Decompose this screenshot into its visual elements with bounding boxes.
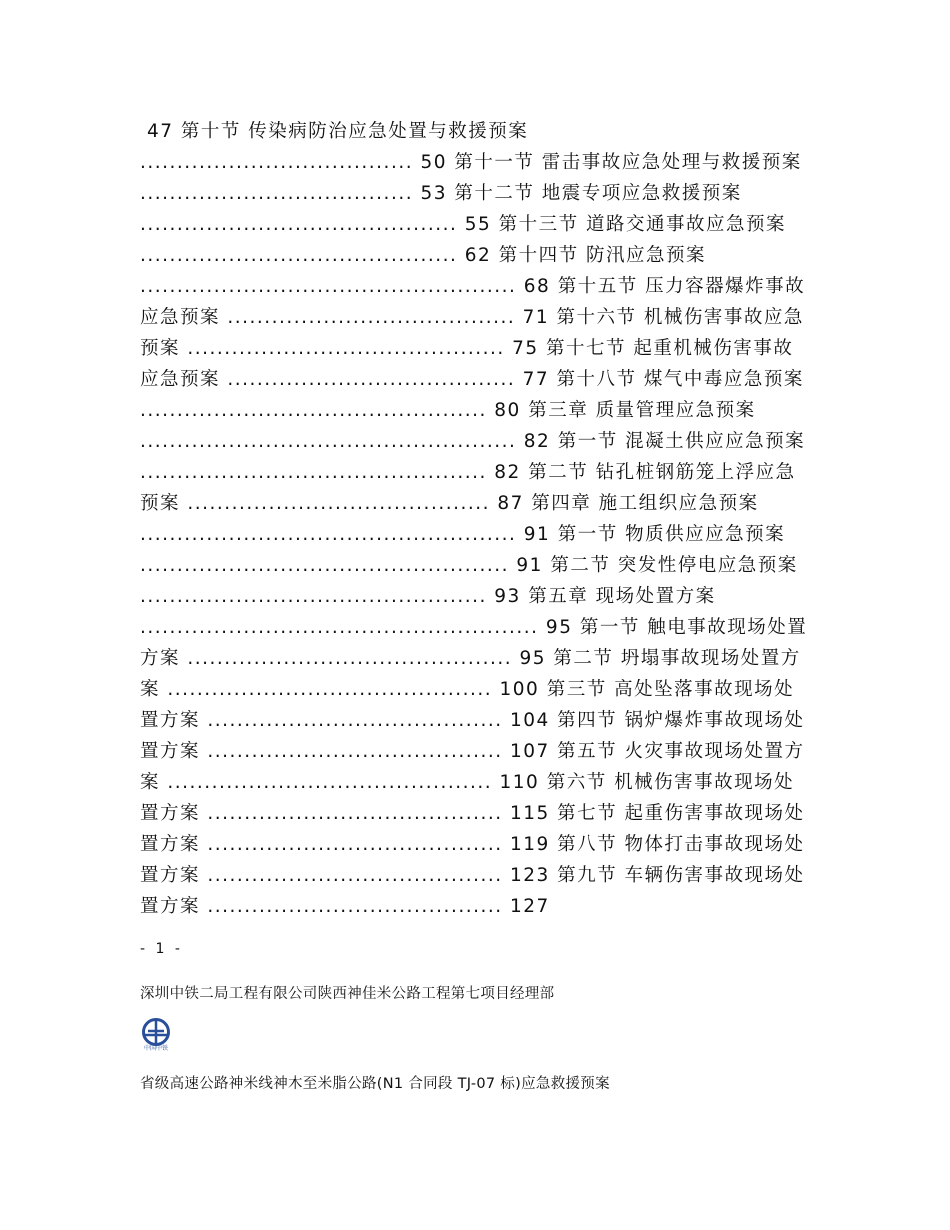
toc-line: ............................................... 80 第三章 质量管理应急预案 (140, 400, 756, 421)
toc-line: 置方案 ........................................ 115 第七节 起重伤害事故现场处 (140, 803, 805, 824)
toc-line: 置方案 ........................................ 107 第五节 火灾事故现场处置方 (140, 741, 805, 762)
company-name: 深圳中铁二局工程有限公司陕西神佳米公路工程第七项目经理部 (140, 986, 555, 1002)
toc-line: 应急预案 ....................................... 77 第十八节 煤气中毒应急预案 (140, 369, 804, 390)
toc-line: 置方案 ........................................ 119 第八节 物体打击事故现场处 (140, 834, 805, 855)
toc-line: 置方案 ........................................ 123 第九节 车辆伤害事故现场处 (140, 865, 805, 886)
toc-line: 预案 ........................................... 75 第十七节 起重机械伤害事故 (140, 338, 794, 359)
toc-line: ...................................................... 95 第一节 触电事故现场处置 (140, 617, 808, 638)
toc-line: 预案 ......................................... 87 第四章 施工组织应急预案 (140, 493, 759, 514)
company-logo (138, 1018, 174, 1056)
crcc-logo-icon (138, 1018, 174, 1046)
toc-line: ............................................... 82 第二节 钻孔桩钢筋笼上浮应急 (140, 462, 796, 483)
toc-line: ........................................... 55 第十三节 道路交通事故应急预案 (140, 214, 787, 235)
logo-caption: 中国中铁 (143, 1045, 168, 1052)
toc-line: 应急预案 ....................................... 71 第十六节 机械伤害事故应急 (140, 307, 804, 328)
toc-line: 置方案 ........................................ 127 (140, 896, 550, 917)
page-number: - 1 - (140, 941, 183, 957)
toc-line: ................................................... 91 第一节 物质供应应急预案 (140, 524, 786, 545)
toc-line: ........................................... 62 第十四节 防汛应急预案 (140, 245, 707, 266)
toc-line: ..................................... 53 第十二节 地震专项应急救援预案 (140, 183, 742, 204)
table-of-contents (140, 116, 820, 922)
toc-line: ............................................... 93 第五章 现场处置方案 (140, 586, 716, 607)
toc-line: 方案 ............................................ 95 第二节 坍塌事故现场处置方 (140, 648, 801, 669)
toc-line: 置方案 ........................................ 104 第四节 锅炉爆炸事故现场处 (140, 710, 805, 731)
toc-line: ................................................... 68 第十五节 压力容器爆炸事故 (140, 276, 806, 297)
toc-line: ................................................... 82 第一节 混凝土供应应急预案 (140, 431, 806, 452)
toc-line: ..................................... 50 第十一节 雷击事故应急处理与救援预案 (140, 152, 802, 173)
toc-line: 案 ............................................ 110 第六节 机械伤害事故现场处 (140, 772, 795, 793)
project-title: 省级高速公路神米线神木至米脂公路(N1 合同段 TJ-07 标)应急救援预案 (140, 1076, 610, 1092)
toc-line: .................................................. 91 第二节 突发性停电应急预案 (140, 555, 798, 576)
toc-line: 案 ............................................ 100 第三节 高处坠落事故现场处 (140, 679, 795, 700)
toc-line: 47 第十节 传染病防治应急处置与救援预案 (147, 121, 529, 142)
